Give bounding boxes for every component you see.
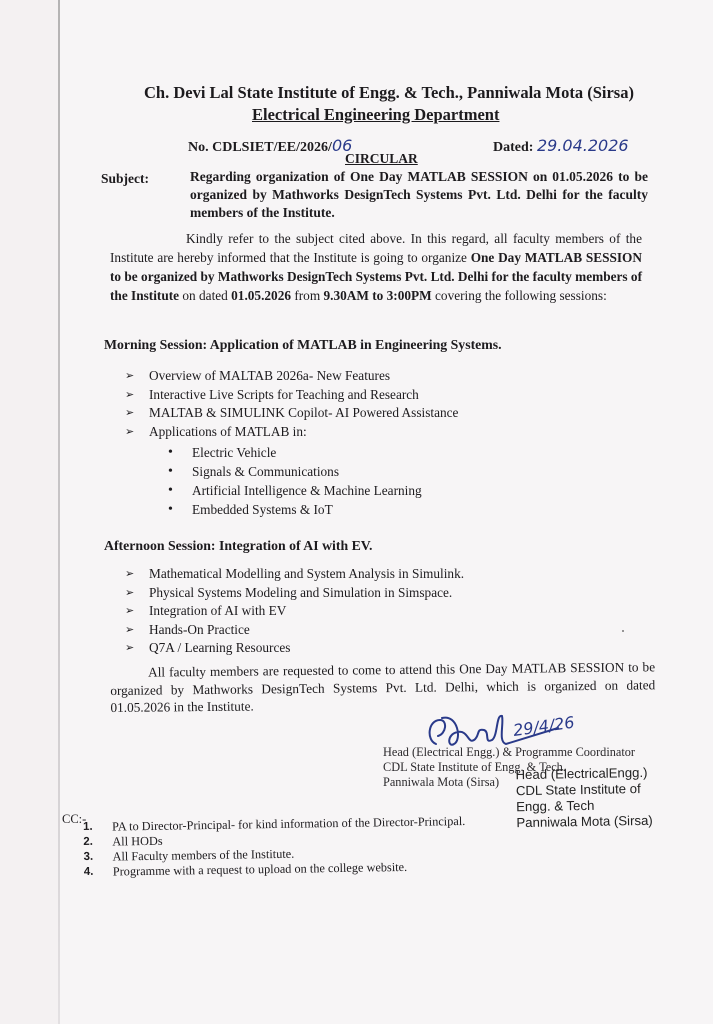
arrow-bullet-icon: ➢ [125,622,135,636]
dot-bullet-icon: • [168,483,173,498]
arrow-bullet-icon: ➢ [125,406,135,420]
para1-part-e: from [291,288,324,303]
para1-part-b: One Day MATLAB SESSION to be organized by Mathworks DesignTech Systems Pvt. Ltd. Delhi for the faculty members of the Institute [110,250,643,303]
reference-prefix: No. CDLSIET/EE/2026/ [188,140,332,155]
cc-item-number: 4. [83,865,94,878]
arrow-bullet-icon: ➢ [125,567,135,580]
list-item-text: Applications of MATLAB in: [149,423,307,439]
arrow-bullet-icon: ➢ [125,424,135,438]
list-item-text: Interactive Live Scripts for Teaching and Research [149,386,419,402]
afternoon-session-heading: Afternoon Session: Integration of AI with EV. [104,538,373,553]
list-item-text: Artificial Intelligence & Machine Learning [192,483,422,498]
list-item-text: Signals & Communications [192,464,340,479]
cc-item-number: 1. [83,820,93,833]
list-item-text: MALTAB & SIMULINK Copilot- AI Powered Assistance [149,405,459,421]
list-item [125,584,464,603]
dot-bullet-icon: • [168,464,173,479]
list-item [125,386,458,405]
para1-part-g: covering the following sessions: [431,288,607,303]
list-item-text: Electric Vehicle [192,445,277,460]
cc-item-text: All HODs [112,833,163,849]
cc-label: CC:- [62,812,87,826]
arrow-bullet-icon: ➢ [125,641,135,655]
list-item-text: Embedded Systems & IoT [192,502,333,517]
dated-label: Dated: [493,140,534,155]
list-item [168,443,422,462]
para2-text: All faculty members are requested to come to attend this One Day MATLAB SESSION to be organized by Mathworks DesignTech Systems Pvt. Ltd. Delhi, which is organized on dated 01.05.2026 in the Institute. [110,659,656,715]
cc-item-number: 3. [83,850,94,863]
date-line [493,136,629,156]
morning-session-list [125,367,458,441]
cc-list [83,814,466,880]
cc-item-number: 2. [83,835,94,848]
reference-handwritten-number: 06 [331,136,353,155]
para1-time: 9.30AM to 3:00PM [323,288,432,303]
signatory-line-2: CDL State Institute of Engg. & Tech. [383,760,566,774]
dot-bullet-icon: • [168,502,173,517]
list-item [168,462,422,481]
list-item [125,565,464,584]
dated-handwritten-value: 29.04.2026 [536,136,629,155]
arrow-bullet-icon: ➢ [125,604,135,618]
arrow-bullet-icon: ➢ [125,585,135,599]
list-item-text: Mathematical Modelling and System Analysis in Simulink. [149,566,465,581]
para1-date: 01.05.2026 [231,288,291,303]
list-item [125,639,464,658]
stamp-line-4: Panniwala Mota (Sirsa) [516,812,653,831]
list-item-text: Physical Systems Modeling and Simulation in Simspace. [149,584,453,600]
handwritten-signature [418,710,588,752]
cc-item-text: Programme with a request to upload on the college website. [112,859,408,879]
official-stamp [515,765,652,831]
reference-number [188,136,352,156]
list-item-text: Hands-On Practice [149,621,250,637]
list-item [168,481,422,500]
subject-label: Subject: [101,171,149,186]
applications-list [168,443,422,519]
signature-date: 29/4/26 [511,712,576,740]
morning-session-heading: Morning Session: Application of MATLAB in Engineering Systems. [104,337,502,352]
para1-part-a: Kindly refer to the subject cited above. In this regard, all faculty members of the Institute are hereby informed that the Institute is going to organize [110,231,642,265]
para1-part-c: on dated [179,288,232,303]
signatory-line-3: Panniwala Mota (Sirsa) [383,775,500,789]
scan-speck [622,630,624,632]
signatory-line-1: Head (Electrical Engg.) & Programme Coordinator [383,745,636,759]
afternoon-session-list [125,565,464,658]
circular-title: CIRCULAR [345,151,418,166]
department-name: Electrical Engineering Department [252,105,500,124]
stamp-line-3: Engg. & Tech [516,797,595,815]
arrow-bullet-icon: ➢ [125,387,135,401]
stamp-line-1: Head (ElectricalEngg.) [515,764,648,783]
list-item [125,423,458,442]
institute-name: Ch. Devi Lal State Institute of Engg. & Tech., Panniwala Mota (Sirsa) [144,83,634,102]
list-item-text: Overview of MALTAB 2026a- New Features [149,368,391,383]
cc-item-text: All Faculty members of the Institute. [112,846,295,864]
body-paragraph-1 [110,229,642,305]
list-item [125,404,458,423]
arrow-bullet-icon: ➢ [125,369,135,382]
cc-item-text: PA to Director-Principal- for kind information of the Director-Principal. [111,813,466,834]
list-item [125,621,464,640]
list-item-text: Integration of AI with EV [149,603,287,619]
list-item [168,500,422,519]
list-item [125,602,464,621]
dot-bullet-icon: • [168,445,173,460]
list-item [125,367,458,386]
subject-text: Regarding organization of One Day MATLAB SESSION on 01.05.2026 to be organized by Mathworks DesignTech Systems Pvt. Ltd. Delhi for the faculty members of the Institute. [190,169,648,220]
stamp-line-2: CDL State Institute of [515,781,641,799]
list-item-text: Q7A / Learning Resources [149,640,291,656]
body-paragraph-2 [110,658,656,716]
